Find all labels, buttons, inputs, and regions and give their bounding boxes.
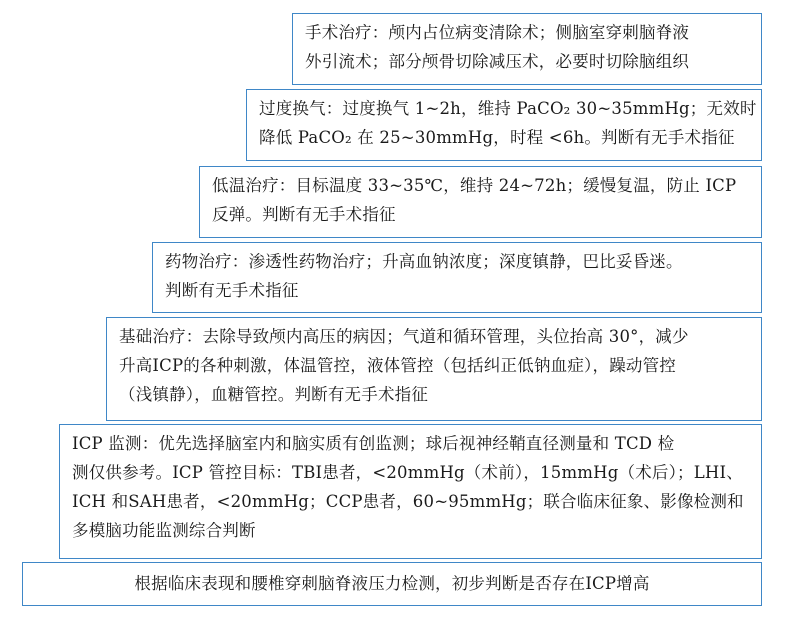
- step-hypothermia-treatment: [199, 166, 762, 238]
- step-text-line: 降低 PaCO₂ 在 25~30mmHg，时程 <6h。判断有无手术指征: [259, 128, 735, 147]
- step-initial-assessment: [22, 562, 762, 606]
- step-icp-monitoring: [59, 424, 762, 559]
- step-surgical-treatment: [292, 13, 762, 85]
- step-basic-treatment: [106, 317, 762, 421]
- step-text-line: 多模脑功能监测综合判断: [72, 521, 256, 540]
- step-text-line: 外引流术；部分颅骨切除减压术，必要时切除脑组织: [305, 52, 690, 71]
- step-drug-treatment: [152, 242, 762, 313]
- step-text-line: 低温治疗：目标温度 33~35℃，维持 24~72h；缓慢复温，防止 ICP: [212, 176, 737, 195]
- step-text-line: ICP 监测：优先选择脑室内和脑实质有创监测；球后视神经鞘直径测量和 TCD 检: [72, 434, 675, 453]
- step-text-line: 手术治疗：颅内占位病变清除术；侧脑室穿刺脑脊液: [305, 23, 690, 42]
- step-text-line: 基础治疗：去除导致颅内高压的病因；气道和循环管理，头位抬高 30°，减少: [119, 327, 689, 346]
- step-hyperventilation: [246, 89, 762, 161]
- step-text-line: 升高ICP的各种刺激，体温管控，液体管控（包括纠正低钠血症），躁动管控: [119, 356, 676, 375]
- step-text-line: 测仅供参考。ICP 管控目标：TBI患者，<20mmHg（术前），15mmHg（术后）；LHI、: [72, 463, 743, 482]
- step-text-line: 判断有无手术指征: [165, 281, 299, 300]
- step-text-line: （浅镇静），血糖管控。判断有无手术指征: [119, 385, 429, 404]
- step-text-line: 药物治疗：渗透性药物治疗；升高血钠浓度；深度镇静，巴比妥昏迷。: [165, 252, 683, 271]
- step-text-line: ICH 和SAH患者，<20mmHg；CCP患者，60~95mmHg；联合临床征象、影像检测和: [72, 492, 744, 511]
- step-text-line: 反弹。判断有无手术指征: [212, 205, 396, 224]
- step-text-line: 根据临床表现和腰椎穿刺脑脊液压力检测，初步判断是否存在ICP增高: [134, 574, 650, 593]
- step-text-line: 过度换气：过度换气 1~2h，维持 PaCO₂ 30~35mmHg；无效时: [259, 99, 757, 118]
